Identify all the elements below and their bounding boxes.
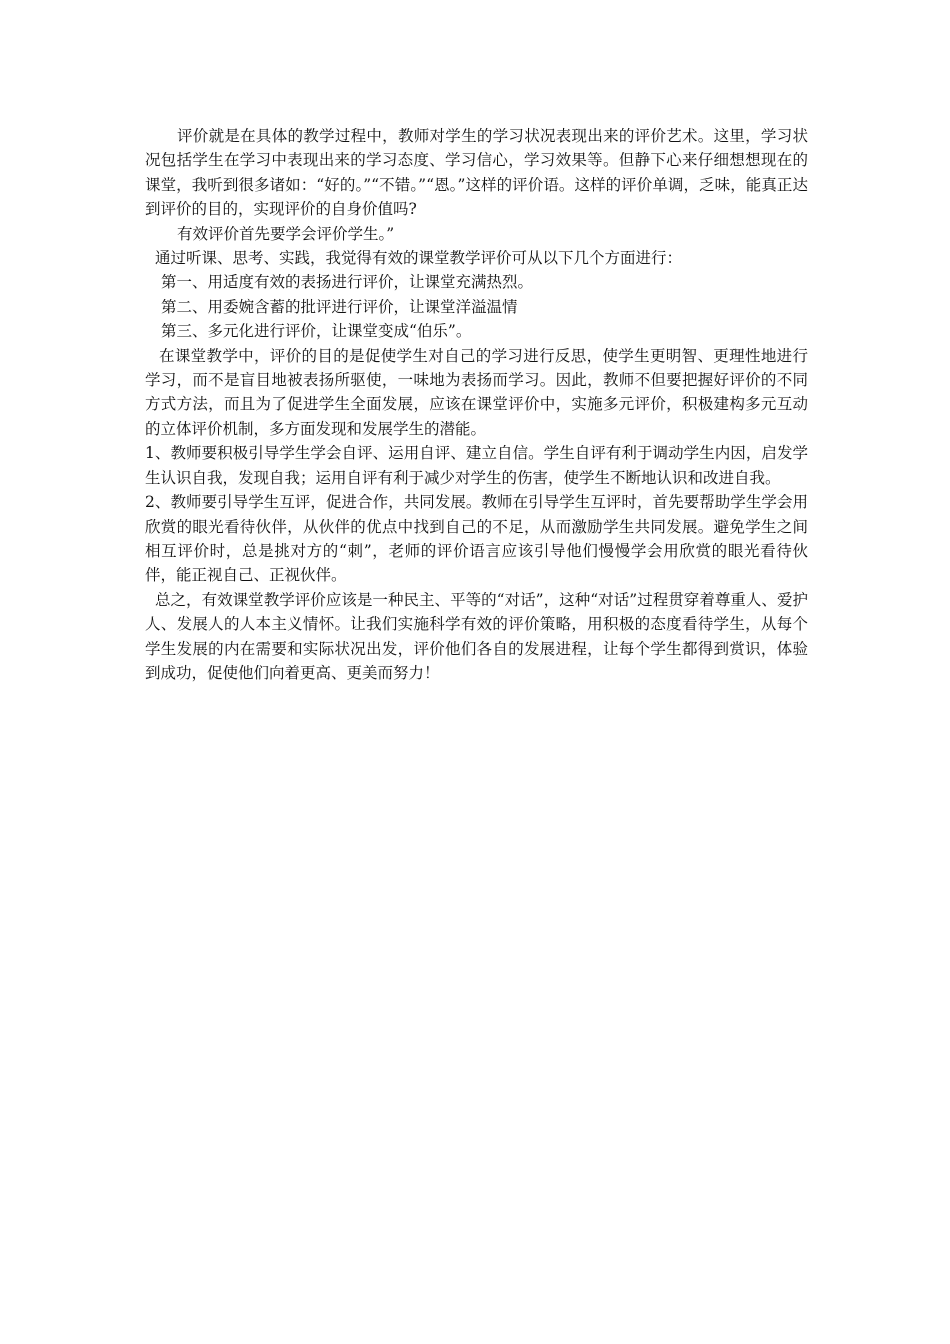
paragraph-intro: 评价就是在具体的教学过程中，教师对学生的学习状况表现出来的评价艺术。这里，学习状况包括学生在学习中表现出来的学习态度、学习信心，学习效果等。但静下心来仔细想想现在的课堂，我听到很多诸如：“好的。”“不错。”“恩。”这样的评价语。这样的评价单调，乏味，能真正达到评价的目的，实现评价的自身价值吗? xyxy=(145,127,808,219)
paragraph-approach: 通过听课、思考、实践，我觉得有效的课堂教学评价可从以下几个方面进行： xyxy=(155,249,683,268)
list-item-second: 第二、用委婉含蓄的批评进行评价，让课堂洋溢温情 xyxy=(161,297,518,316)
list-item-third: 第三、多元化进行评价，让课堂变成“伯乐”。 xyxy=(161,322,472,341)
paragraph-conclusion: 总之，有效课堂教学评价应该是一种民主、平等的“对话”，这种“对话”过程贯穿着尊重人、爱护人、发展人的人本主义情怀。让我们实施科学有效的评价策略，用积极的态度看待学生，从每个学生发展的内在需要和实际状况出发，评价他们各自的发展进程，让每个学生都得到赏识，体验到成功，促使他们向着更高、更美而努力！ xyxy=(145,590,808,682)
paragraph-classroom-teaching: 在课堂教学中，评价的目的是促使学生对自己的学习进行反思，使学生更明智、更理性地进行学习，而不是盲目地被表扬所驱使，一味地为表扬而学习。因此，教师不但要把握好评价的不同方式方法，而且为了促进学生全面发展，应该在课堂评价中，实施多元评价，积极建构多元互动的立体评价机制，多方面发现和发展学生的潜能。 xyxy=(145,346,808,438)
document-body xyxy=(145,124,808,685)
paragraph-peer-evaluation: 2、教师要引导学生互评，促进合作，共同发展。教师在引导学生互评时，首先要帮助学生学会用欣赏的眼光看待伙伴，从伙伴的优点中找到自己的不足，从而激励学生共同发展。避免学生之间相互评价时，总是挑对方的“刺”，老师的评价语言应该引导他们慢慢学会用欣赏的眼光看待伙伴，能正视自己、正视伙伴。 xyxy=(145,493,808,585)
paragraph-effective-evaluation: 有效评价首先要学会评价学生。” xyxy=(177,224,395,243)
list-item-first: 第一、用适度有效的表扬进行评价，让课堂充满热烈。 xyxy=(161,273,534,292)
paragraph-self-evaluation: 1、教师要积极引导学生学会自评、运用自评、建立自信。学生自评有利于调动学生内因，启发学生认识自我，发现自我；运用自评有利于减少对学生的伤害，使学生不断地认识和改进自我。 xyxy=(145,444,808,487)
